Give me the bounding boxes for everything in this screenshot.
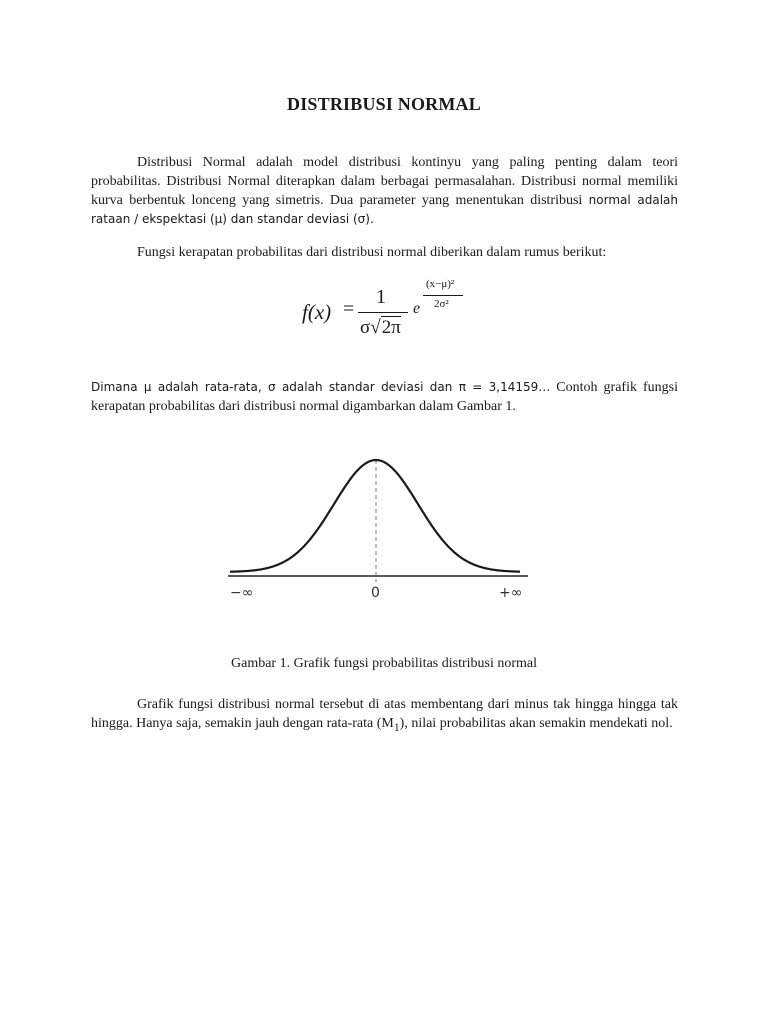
page-title: DISTRIBUSI NORMAL — [287, 94, 481, 114]
normal-pdf-formula — [298, 278, 478, 358]
paragraph-definitions-text: Contoh grafik fungsi kerapatan probabilitas dari distribusi normal digambarkan dalam Gambar 1. — [91, 380, 678, 414]
formula-root: √ — [370, 317, 381, 338]
paragraph-conclusion-tail: ), nilai probabilitas akan semakin mendekati nol. — [399, 716, 673, 731]
paragraph-conclusion-text: Grafik fungsi distribusi normal tersebut di atas membentang dari minus tak hingga hingga tak hingga. Hanya saja, semakin jauh dengan rata-rata (M — [91, 697, 678, 731]
tick-label-minus-infinity: −∞ — [230, 585, 254, 601]
paragraph-formula-intro-text: Fungsi kerapatan probabilitas dari distribusi normal diberikan dalam rumus berikut: — [137, 245, 607, 260]
paragraph-definitions — [91, 378, 678, 416]
tick-label-zero: 0 — [371, 585, 380, 601]
formula-denominator — [360, 316, 401, 339]
paragraph-conclusion — [91, 695, 678, 737]
formula-exponent-denominator: 2σ² — [434, 298, 449, 310]
formula-fraction-bar — [358, 312, 408, 313]
formula-exponent-bar — [423, 295, 463, 296]
formula-equals: = — [343, 298, 355, 320]
formula-numerator: 1 — [376, 286, 386, 308]
subscript-one: 1 — [393, 720, 400, 734]
paragraph-intro — [91, 153, 678, 229]
paragraph-intro-tail: normal adalah rataan / ekspektasi (μ) dan standar deviasi (σ). — [91, 193, 678, 226]
figure-caption: Gambar 1. Grafik fungsi probabilitas distribusi normal — [231, 656, 537, 671]
paragraph-definitions-lead: Dimana μ adalah rata-rata, σ adalah standar deviasi dan π = 3,14159… — [91, 380, 551, 394]
formula-lhs: f(x) — [302, 300, 332, 324]
paragraph-formula-intro — [91, 243, 678, 262]
bell-curve-line — [230, 460, 520, 572]
formula-base-e: e — [413, 300, 421, 317]
formula-exponent-numerator: (x−μ)² — [426, 278, 455, 290]
tick-label-plus-infinity: +∞ — [499, 585, 523, 601]
formula-sigma: σ — [360, 317, 371, 338]
paragraph-intro-text: Distribusi Normal adalah model distribusi kontinyu yang paling penting dalam teori probabilitas. Distribusi Normal diterapkan dalam berbagai permasalahan. Distribusi normal memiliki kurva berbentuk lonceng yang simetris. Dua parameter yang menentukan distribusi — [91, 155, 678, 208]
formula-radicand: 2π — [381, 317, 401, 338]
